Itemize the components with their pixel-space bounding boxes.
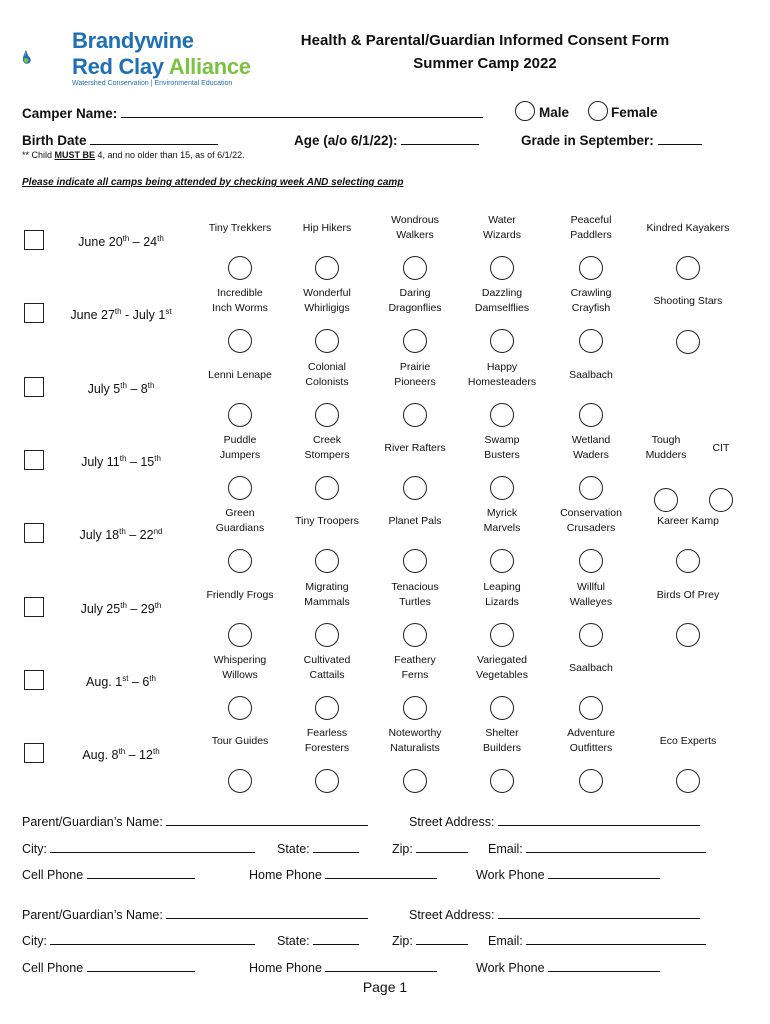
camp-radio[interactable] xyxy=(315,623,339,647)
age-row xyxy=(294,132,479,148)
camp-radio[interactable] xyxy=(676,769,700,793)
camp-label: Saalbach xyxy=(569,368,613,381)
camp-radio[interactable] xyxy=(579,403,603,427)
camp-radio[interactable] xyxy=(490,696,514,720)
camp-label: Green Guardians xyxy=(215,507,265,535)
guardian1-home-field[interactable] xyxy=(325,866,437,879)
week-label: June 20th – 24th xyxy=(78,234,164,250)
guardian1-work-row: Work Phone xyxy=(476,866,660,882)
week-checkbox[interactable] xyxy=(24,670,44,690)
camp-label: Hip Hikers xyxy=(302,222,352,234)
birth-date-label: Birth Date xyxy=(22,133,87,148)
birth-date-field[interactable] xyxy=(90,132,218,145)
camper-name-row xyxy=(22,105,483,121)
camp-label: Water Wizards xyxy=(483,214,521,241)
guardian1-zip-row: Zip: xyxy=(392,840,468,856)
camp-label: Wondrous Walkers xyxy=(391,214,439,241)
guardian1-name-row: Parent/Guardian’s Name: xyxy=(22,813,368,829)
age-note: ** Child MUST BE 4, and no older than 15, as of 6/1/22. xyxy=(22,150,245,160)
camp-label: Shooting Stars xyxy=(653,295,723,308)
camp-label: Conservation Crusaders xyxy=(560,507,622,535)
camp-radio[interactable] xyxy=(315,769,339,793)
week-label: June 27th - July 1st xyxy=(70,307,172,323)
camp-radio[interactable] xyxy=(579,623,603,647)
camp-radio[interactable] xyxy=(490,549,514,573)
week-label: July 18th – 22nd xyxy=(79,527,163,543)
week-checkbox[interactable] xyxy=(24,303,44,323)
camp-radio[interactable] xyxy=(676,623,700,647)
camp-radio[interactable] xyxy=(315,696,339,720)
camp-label: Saalbach xyxy=(569,661,613,674)
camp-radio[interactable] xyxy=(579,476,603,500)
camp-label: Tiny Trekkers xyxy=(208,222,272,234)
camp-radio[interactable] xyxy=(228,549,252,573)
guardian2-zip-field[interactable] xyxy=(416,932,468,945)
camp-radio[interactable] xyxy=(228,769,252,793)
camp-label: Migrating Mammals xyxy=(304,580,350,608)
camp-radio[interactable] xyxy=(315,329,339,353)
camp-radio[interactable] xyxy=(315,256,339,280)
camp-radio[interactable] xyxy=(315,549,339,573)
guardian2-email-row: Email: xyxy=(488,932,706,948)
camp-label: Incredible Inch Worms xyxy=(212,287,268,315)
camp-label: Cultivated Cattails xyxy=(303,653,351,681)
camp-radio[interactable] xyxy=(403,696,427,720)
camp-label: Whispering Willows xyxy=(213,653,267,681)
camp-label: Noteworthy Naturalists xyxy=(388,727,442,755)
camp-radio[interactable] xyxy=(490,403,514,427)
camp-label: Adventure Outfitters xyxy=(567,727,615,755)
camp-label: Shelter Builders xyxy=(483,727,521,755)
guardian2-city-row: City: xyxy=(22,932,255,948)
guardian2-zip-row: Zip: xyxy=(392,932,468,948)
camp-label: Colonial Colonists xyxy=(305,360,349,388)
guardian2-street-row: Street Address: xyxy=(409,906,700,922)
age-field[interactable] xyxy=(401,132,479,145)
camp-label: Birds Of Prey xyxy=(656,588,720,601)
guardian2-name-field[interactable] xyxy=(166,906,368,919)
camp-label: Friendly Frogs xyxy=(206,588,274,601)
camp-label: CIT xyxy=(712,441,730,454)
week-checkbox[interactable] xyxy=(24,523,44,543)
camp-label: Fearless Foresters xyxy=(304,727,350,755)
week-label: July 11th – 15th xyxy=(81,453,161,470)
guardian1-home-row: Home Phone xyxy=(249,866,437,882)
form-title: Health & Parental/Guardian Informed Consent Form xyxy=(300,32,670,49)
camp-label: Puddle Jumpers xyxy=(219,433,261,461)
camp-radio[interactable] xyxy=(228,329,252,353)
camp-radio[interactable] xyxy=(579,329,603,353)
camp-label: Tough Mudders xyxy=(645,433,687,461)
camp-radio[interactable] xyxy=(228,256,252,280)
camp-radio[interactable] xyxy=(676,256,700,280)
camp-label: Happy Homesteaders xyxy=(467,360,537,388)
week-label: Aug. 1st – 6th xyxy=(86,673,156,689)
camp-radio[interactable] xyxy=(709,488,733,512)
camp-label: River Rafters xyxy=(384,441,446,454)
camper-name-field[interactable] xyxy=(121,105,483,118)
camp-label: Kareer Kamp xyxy=(657,515,719,528)
camp-label: Prairie Pioneers xyxy=(394,360,436,388)
female-label: Female xyxy=(611,105,658,120)
camp-radio[interactable] xyxy=(228,623,252,647)
week-checkbox[interactable] xyxy=(24,597,44,617)
camp-radio[interactable] xyxy=(579,769,603,793)
male-radio[interactable] xyxy=(515,101,535,121)
grade-field[interactable] xyxy=(658,132,702,145)
birth-date-row xyxy=(22,132,218,148)
logo-tagline: Watershed Conservation | Environmental Education xyxy=(72,80,233,87)
camp-radio[interactable] xyxy=(490,256,514,280)
week-label: July 5th – 8th xyxy=(87,380,155,396)
guardian1-zip-field[interactable] xyxy=(416,840,468,853)
camp-radio[interactable] xyxy=(579,549,603,573)
camp-radio[interactable] xyxy=(403,329,427,353)
guardian1-street-row: Street Address: xyxy=(409,813,700,829)
grade-label: Grade in September: xyxy=(521,133,654,148)
logo-line-2: Red Clay Alliance xyxy=(72,54,251,79)
week-checkbox[interactable] xyxy=(24,450,44,470)
camp-radio[interactable] xyxy=(676,330,700,354)
camp-label: Peaceful Paddlers xyxy=(570,214,612,241)
camp-label: Feathery Ferns xyxy=(394,653,436,681)
camp-radio[interactable] xyxy=(403,476,427,500)
camp-label: Creek Stompers xyxy=(304,433,350,461)
guardian1-cell-row: Cell Phone xyxy=(22,866,195,882)
guardian1-cell-field[interactable] xyxy=(87,866,195,879)
camp-label: Eco Experts xyxy=(659,735,717,748)
camp-radio[interactable] xyxy=(490,769,514,793)
guardian2-state-row: State: xyxy=(277,932,359,948)
camp-radio[interactable] xyxy=(403,403,427,427)
guardian2-city-field[interactable] xyxy=(50,932,255,945)
camp-radio[interactable] xyxy=(315,403,339,427)
camp-radio[interactable] xyxy=(228,403,252,427)
camp-radio[interactable] xyxy=(579,256,603,280)
camp-label: Variegated Vegetables xyxy=(476,653,528,681)
female-radio[interactable] xyxy=(588,101,608,121)
camp-radio[interactable] xyxy=(403,769,427,793)
guardian2-email-field[interactable] xyxy=(526,932,706,945)
age-label: Age (a/o 6/1/22): xyxy=(294,133,398,148)
camp-label: Kindred Kayakers xyxy=(646,222,730,234)
camp-radio[interactable] xyxy=(228,696,252,720)
camp-radio[interactable] xyxy=(490,329,514,353)
camp-radio[interactable] xyxy=(315,476,339,500)
guardian1-state-row: State: xyxy=(277,840,359,856)
camper-name-label: Camper Name: xyxy=(22,106,118,121)
guardian2-cell-row: Cell Phone xyxy=(22,959,195,975)
camp-radio[interactable] xyxy=(654,488,678,512)
camp-radio[interactable] xyxy=(228,476,252,500)
guardian2-work-field[interactable] xyxy=(548,959,660,972)
camp-label: Swamp Busters xyxy=(484,433,520,461)
male-label: Male xyxy=(539,105,570,120)
guardian1-city-row: City: xyxy=(22,840,255,856)
camp-radio[interactable] xyxy=(490,623,514,647)
camp-label: Tiny Troopers xyxy=(295,515,359,528)
form-subtitle: Summer Camp 2022 xyxy=(413,55,557,72)
camp-label: Crawling Crayfish xyxy=(570,287,612,315)
camp-label: Leaping Lizards xyxy=(483,580,521,608)
camp-label: Lenni Lenape xyxy=(208,368,272,381)
camp-radio[interactable] xyxy=(403,623,427,647)
camp-label: Myrick Marvels xyxy=(483,507,521,535)
page-number: Page 1 xyxy=(362,979,408,995)
week-checkbox[interactable] xyxy=(24,230,44,250)
camp-radio[interactable] xyxy=(579,696,603,720)
camp-label: Wonderful Whirligigs xyxy=(303,287,351,315)
guardian2-state-field[interactable] xyxy=(313,932,359,945)
guardian1-work-field[interactable] xyxy=(548,866,660,879)
guardian2-street-field[interactable] xyxy=(498,906,700,919)
guardian2-name-row: Parent/Guardian’s Name: xyxy=(22,906,368,922)
camp-label: Tenacious Turtles xyxy=(391,580,439,608)
guardian2-work-row: Work Phone xyxy=(476,959,660,975)
camp-label: Dazzling Damselflies xyxy=(474,287,530,315)
guardian1-email-field[interactable] xyxy=(526,840,706,853)
guardian2-cell-field[interactable] xyxy=(87,959,195,972)
guardian1-state-field[interactable] xyxy=(313,840,359,853)
guardian2-home-field[interactable] xyxy=(325,959,437,972)
camp-radio[interactable] xyxy=(403,256,427,280)
logo-drop-icon xyxy=(22,22,72,92)
camp-radio[interactable] xyxy=(403,549,427,573)
week-checkbox[interactable] xyxy=(24,377,44,397)
guardian1-street-field[interactable] xyxy=(498,813,700,826)
guardian1-name-field[interactable] xyxy=(166,813,368,826)
instructions: Please indicate all camps being attended by checking week AND selecting camp xyxy=(22,177,404,188)
week-checkbox[interactable] xyxy=(24,743,44,763)
camp-radio[interactable] xyxy=(676,549,700,573)
guardian1-city-field[interactable] xyxy=(50,840,255,853)
camp-label: Daring Dragonflies xyxy=(388,287,442,315)
camp-label: Willful Walleyes xyxy=(569,580,613,608)
camp-label: Planet Pals xyxy=(388,515,442,528)
week-label: Aug. 8th – 12th xyxy=(82,747,160,763)
camp-label: Wetland Waders xyxy=(571,433,611,461)
camp-label: Tour Guides xyxy=(211,735,269,748)
guardian2-home-row: Home Phone xyxy=(249,959,437,975)
camp-radio[interactable] xyxy=(490,476,514,500)
week-label: July 25th – 29th xyxy=(80,600,162,616)
guardian1-email-row: Email: xyxy=(488,840,706,856)
logo-line-1: Brandywine xyxy=(72,28,194,53)
grade-row xyxy=(521,132,702,148)
